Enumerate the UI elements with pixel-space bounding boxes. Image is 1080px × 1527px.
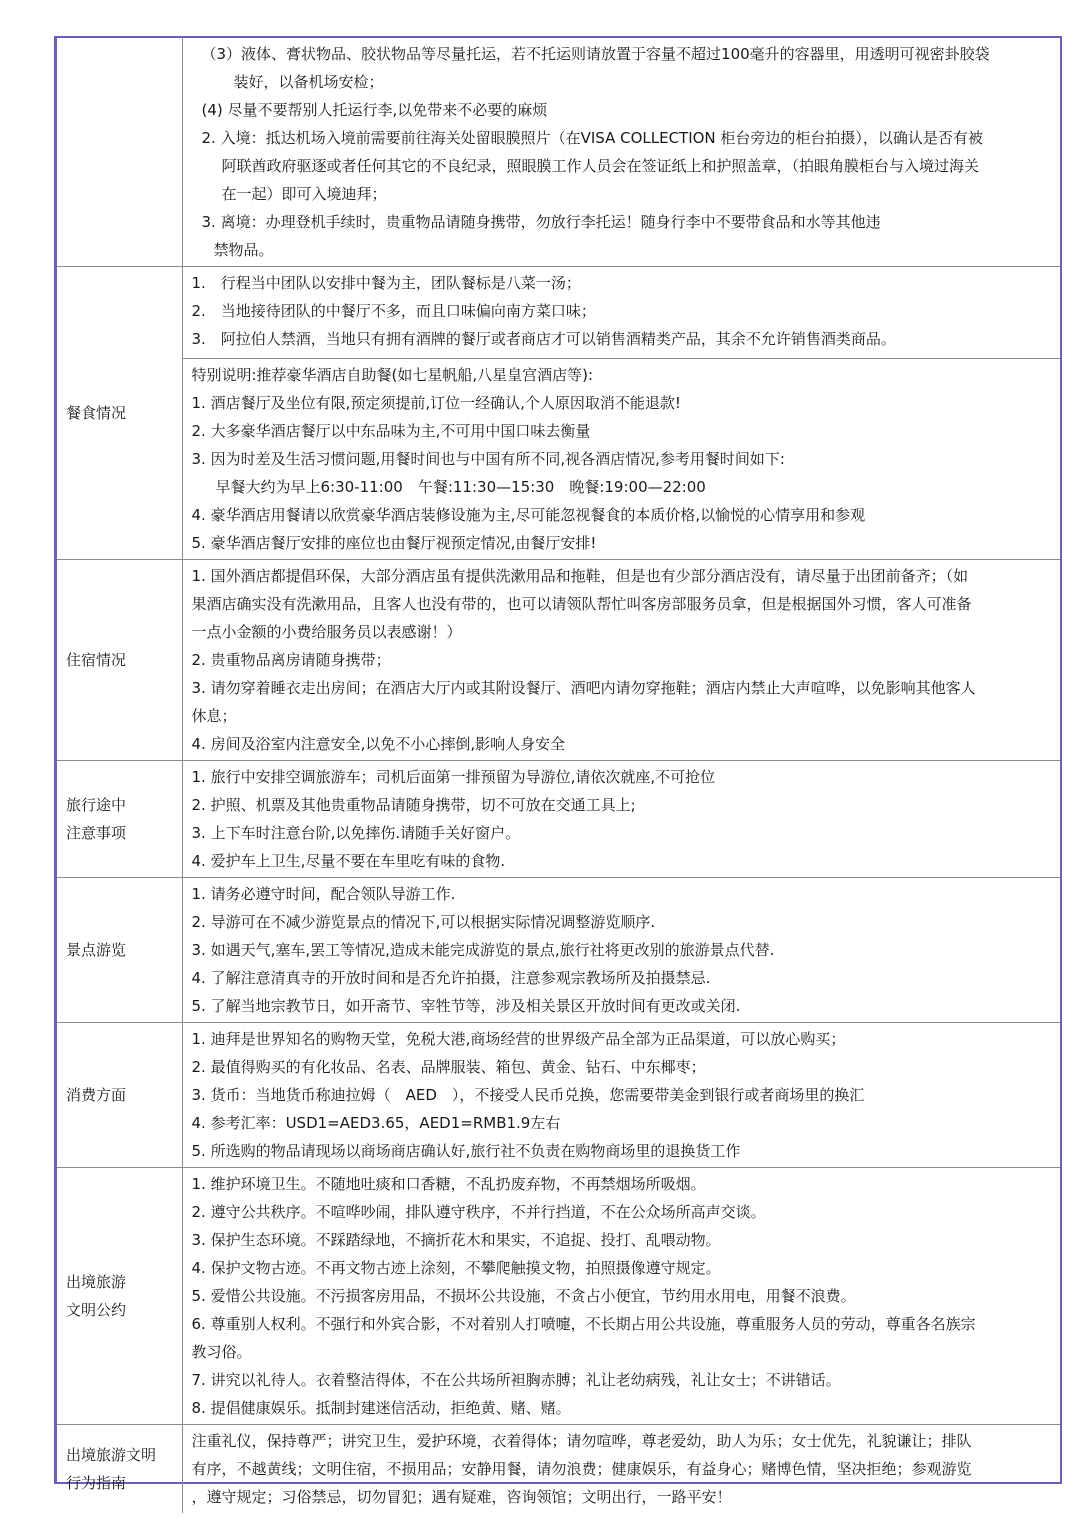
- text-line: 3. 货币：当地货币称迪拉姆（ AED ），不接受人民币兑换，您需要带美金到银行或者商场里的换汇: [191, 1086, 865, 1104]
- row-label-empty: [57, 38, 182, 267]
- row-content-shopping: [182, 1023, 1060, 1168]
- text-line: 1. 维护环境卫生。不随地吐痰和口香糖，不乱扔废弃物，不再禁烟场所吸烟。: [191, 1175, 706, 1193]
- row-content-travel: [182, 761, 1060, 878]
- text-line: 2. 遵守公共秩序。不喧哗吵闹，排队遵守秩序，不并行挡道，不在公众场所高声交谈。: [191, 1203, 766, 1221]
- text-line: 一点小金额的小费给服务员以表感谢！）: [191, 623, 462, 641]
- text-line: 果酒店确实没有洗漱用品，且客人也没有带的，也可以请领队帮忙叫客房部服务员拿，但是根据国外习惯，客人可准备: [191, 595, 972, 613]
- text-line: 3. 离境：办理登机手续时，贵重物品请随身携带，勿放行李托运！随身行李中不要带食品和水等其他违: [201, 213, 881, 231]
- label-line: 行为指南: [66, 1474, 127, 1492]
- row-meal-buffet: [57, 359, 1060, 560]
- text-line: ，遵守规定；习俗禁忌，切勿冒犯；遇有疑难，咨询领馆；文明出行，一路平安！: [191, 1488, 732, 1506]
- text-line: 5. 所选购的物品请现场以商场商店确认好,旅行社不负责在购物商场里的退换货工作: [191, 1142, 741, 1160]
- row-behavior-guide: [57, 1425, 1060, 1514]
- row-content-accommodation: [182, 560, 1060, 761]
- text-line: 1. 旅行中安排空调旅游车；司机后面第一排预留为导游位,请依次就座,不可抢位: [191, 768, 716, 786]
- row-label-accommodation: 住宿情况: [57, 560, 182, 761]
- text-line: 4. 房间及浴室内注意安全,以免不小心摔倒,影响人身安全: [191, 735, 566, 753]
- travel-notice-table: [57, 38, 1060, 1513]
- text-line: 2. 导游可在不减少游览景点的情况下,可以根据实际情况调整游览顺序.: [191, 913, 656, 931]
- text-line: 4. 爱护车上卫生,尽量不要在车里吃有味的食物.: [191, 852, 506, 870]
- text-line: 3. 请勿穿着睡衣走出房间；在酒店大厅内或其附设餐厅、酒吧内请勿穿拖鞋；酒店内禁止大声喧哗，以免影响其他客人: [191, 679, 976, 697]
- text-line: 2. 贵重物品离房请随身携带；: [191, 651, 391, 669]
- row-label-meal: 餐食情况: [57, 267, 182, 560]
- row-meal-group: [57, 267, 1060, 359]
- text-line: 早餐大约为早上6:30-11:00 午餐:11:30—15:30 晚餐:19:00—22:00: [215, 478, 706, 496]
- text-line: 禁物品。: [213, 241, 274, 259]
- row-label-travel: [57, 761, 182, 878]
- text-line: 2. 当地接待团队的中餐厅不多，而且口味偏向南方菜口味；: [191, 302, 596, 320]
- row-luggage-entry-exit: [57, 38, 1060, 267]
- row-accommodation: [57, 560, 1060, 761]
- row-sightseeing: [57, 878, 1060, 1023]
- notice-table-frame: [54, 36, 1062, 1506]
- label-line: 旅行途中: [66, 796, 127, 814]
- text-line: 2. 护照、机票及其他贵重物品请随身携带，切不可放在交通工具上;: [191, 796, 636, 814]
- text-line: 3. 阿拉伯人禁酒，当地只有拥有酒牌的餐厅或者商店才可以销售酒精类产品，其余不允许销售酒类商品。: [191, 330, 896, 348]
- row-label-shopping: 消费方面: [57, 1023, 182, 1168]
- text-line: 7. 讲究以礼待人。衣着整洁得体，不在公共场所袒胸赤膊；礼让老幼病残，礼让女士；不讲错话。: [191, 1371, 841, 1389]
- row-content-meal-buffet: [182, 359, 1060, 560]
- text-line: 1. 行程当中团队以安排中餐为主，团队餐标是八菜一汤；: [191, 274, 581, 292]
- row-travel-notes: [57, 761, 1060, 878]
- text-line: 装好，以备机场安检；: [233, 73, 384, 91]
- row-content-guide: [182, 1425, 1060, 1514]
- text-line: 2. 入境：抵达机场入境前需要前往海关处留眼膜照片（在VISA COLLECTION 柜台旁边的柜台拍摄），以确认是否有被: [201, 129, 983, 147]
- row-label-civilization: [57, 1168, 182, 1425]
- text-line: （3）液体、膏状物品、胶状物品等尽量托运，若不托运则请放置于容量不超过100毫升的容器里，用透明可视密卦胶袋: [201, 45, 990, 63]
- text-line: 特别说明:推荐豪华酒店自助餐(如七星帆船,八星皇宫酒店等):: [191, 366, 594, 384]
- text-line: 3. 上下车时注意台阶,以免摔伤.请随手关好窗户。: [191, 824, 521, 842]
- row-shopping: [57, 1023, 1060, 1168]
- text-line: 教习俗。: [191, 1343, 252, 1361]
- label-line: 出境旅游文明: [66, 1446, 157, 1464]
- row-content-luggage: [182, 38, 1060, 267]
- label-line: 注意事项: [66, 824, 127, 842]
- text-line: 4. 保护文物古迹。不再文物古迹上涂刻，不攀爬触摸文物，拍照摄像遵守规定。: [191, 1259, 721, 1277]
- label-line: 出境旅游: [66, 1273, 127, 1291]
- text-line: 4. 参考汇率：USD1=AED3.65，AED1=RMB1.9左右: [191, 1114, 561, 1132]
- row-content-sightseeing: [182, 878, 1060, 1023]
- row-label-sightseeing: 景点游览: [57, 878, 182, 1023]
- text-line: 2. 最值得购买的有化妆品、名表、品牌服装、箱包、黄金、钻石、中东椰枣；: [191, 1058, 706, 1076]
- text-line: 3. 保护生态环境。不踩踏绿地，不摘折花木和果实，不追捉、投打、乱喂动物。: [191, 1231, 721, 1249]
- text-line: 3. 因为时差及生活习惯问题,用餐时间也与中国有所不同,视各酒店情况,参考用餐时间如下:: [191, 450, 785, 468]
- text-line: 4. 了解注意清真寺的开放时间和是否允许拍摄，注意参观宗教场所及拍摄禁忌.: [191, 969, 711, 987]
- row-content-meal-group: [182, 267, 1060, 359]
- text-line: 1. 迪拜是世界知名的购物天堂，免税大港,商场经营的世界级产品全部为正品渠道，可以放心购买；: [191, 1030, 846, 1048]
- row-content-civilization: [182, 1168, 1060, 1425]
- text-line: 5. 爱惜公共设施。不污损客房用品，不损坏公共设施，不贪占小便宜，节约用水用电，用餐不浪费。: [191, 1287, 856, 1305]
- text-line: (4) 尽量不要帮别人托运行李,以免带来不必要的麻烦: [201, 101, 548, 119]
- text-line: 1. 国外酒店都提倡环保，大部分酒店虽有提供洗漱用品和拖鞋，但是也有少部分酒店没有，请尽量于出团前备齐；（如: [191, 567, 969, 585]
- text-line: 3. 如遇天气,塞车,罢工等情况,造成未能完成游览的景点,旅行社将更改别的旅游景点代替.: [191, 941, 775, 959]
- text-line: 阿联酋政府驱逐或者任何其它的不良纪录，照眼膜工作人员会在签证纸上和护照盖章，（拍眼角膜柜台与入境过海关: [221, 157, 980, 175]
- row-label-guide: [57, 1425, 182, 1514]
- text-line: 8. 提倡健康娱乐。抵制封建迷信活动，拒绝黄、赌、赌。: [191, 1399, 571, 1417]
- text-line: 注重礼仪，保持尊严；讲究卫生，爱护环境，衣着得体；请勿喧哗，尊老爱幼，助人为乐；女士优先，礼貌谦让；排队: [191, 1432, 972, 1450]
- text-line: 1. 酒店餐厅及坐位有限,预定须提前,订位一经确认,个人原因取消不能退款!: [191, 394, 681, 412]
- text-line: 休息；: [191, 707, 237, 725]
- text-line: 在一起）即可入境迪拜；: [221, 185, 387, 203]
- text-line: 有序，不越黄线；文明住宿，不损用品；安静用餐，请勿浪费；健康娱乐，有益身心；赌博色情，坚决拒绝；参观游览: [191, 1460, 972, 1478]
- row-civilization-pact: [57, 1168, 1060, 1425]
- text-line: 4. 豪华酒店用餐请以欣赏豪华酒店装修设施为主,尽可能忽视餐食的本质价格,以愉悦的心情享用和参观: [191, 506, 866, 524]
- text-line: 2. 大多豪华酒店餐厅以中东品味为主,不可用中国口味去衡量: [191, 422, 591, 440]
- text-line: 5. 了解当地宗教节日，如开斋节、宰牲节等，涉及相关景区开放时间有更改或关闭.: [191, 997, 741, 1015]
- text-line: 6. 尊重别人权利。不强行和外宾合影，不对着别人打喷嚏，不长期占用公共设施，尊重服务人员的劳动，尊重各名族宗: [191, 1315, 976, 1333]
- text-line: 1. 请务必遵守时间，配合领队导游工作.: [191, 885, 456, 903]
- text-line: 5. 豪华酒店餐厅安排的座位也由餐厅视预定情况,由餐厅安排!: [191, 534, 597, 552]
- label-line: 文明公约: [66, 1301, 127, 1319]
